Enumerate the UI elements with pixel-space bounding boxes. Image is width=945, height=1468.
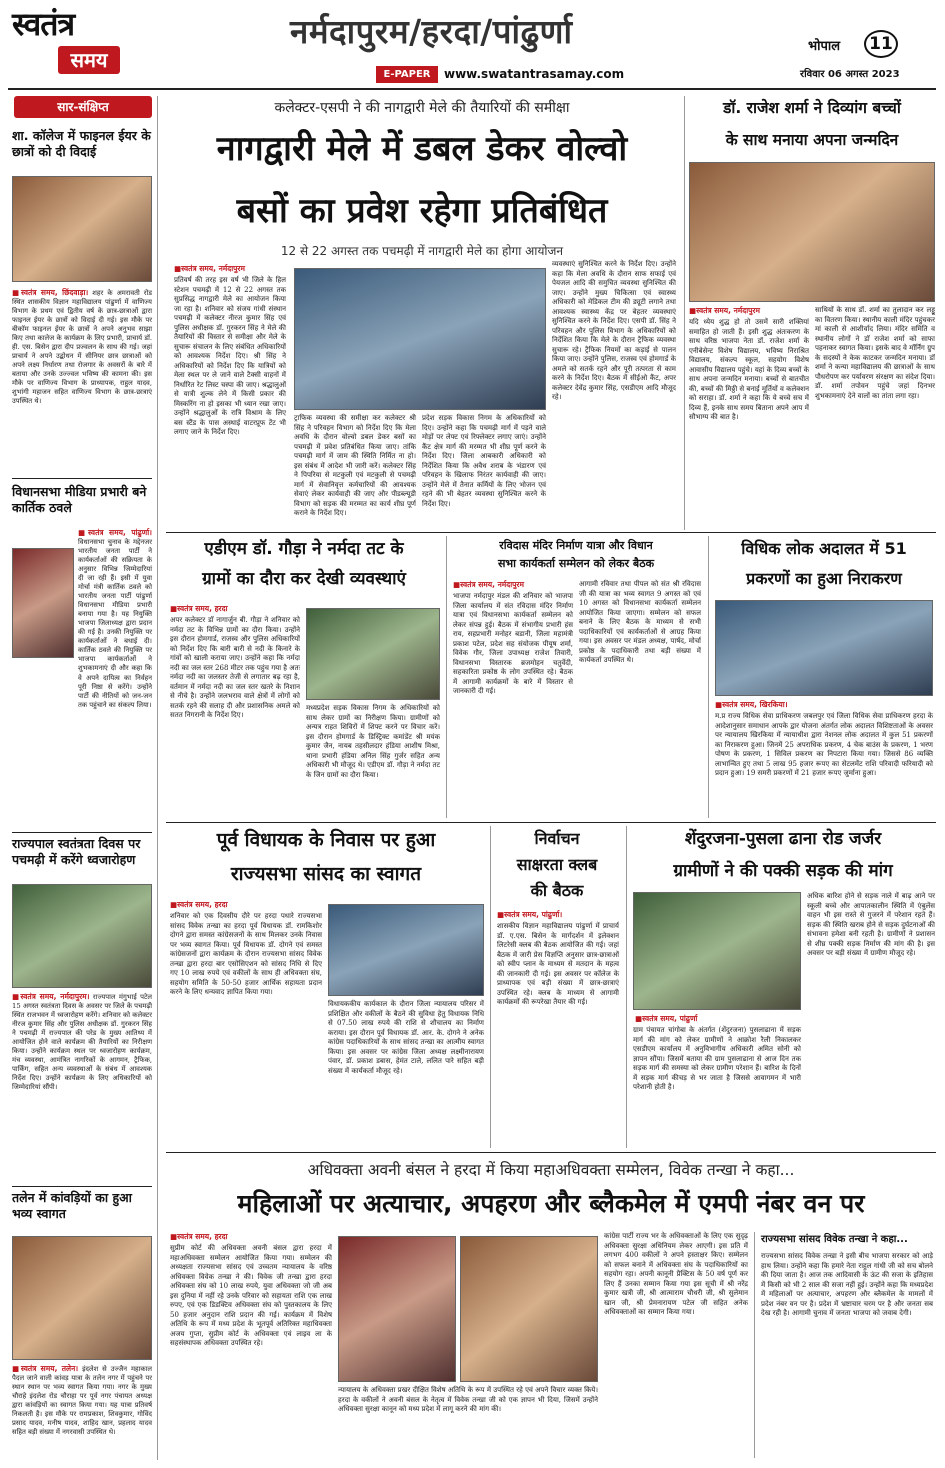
ravidas-col1: ■ स्वतंत्र समय, नर्मदापुरम भाजपा नर्मदापुर मंडल की शनिवार को भाजपा जिला कार्यालय में संत रविदास मंदिर निर्माण यात्रा एवं विधानसभा कार्यकर्ता सम्मेलन को लेकर संपन्न हुई। बैठक में संभागीय प्रभारी हंस राय, सहप्रभारी मनोहर बडानी, जिला महामंत्री प्रकाश पटेल, प्रदेश सह संयोजक पीयूष शर्मा, विवेक गौर, जिला उपाध्यक्ष राजेश तिवारी, विधानसभा विस्तारक ब्रजमोहन चतुर्वेदी, सहकारिता प्रकोष्ठ के लोग उपस्थित रहे। बैठक में आगामी कार्यक्रमों के बारे में विस्तार से जानकारी दी गई। — [453, 580, 573, 816]
river-inspection-photo — [306, 608, 440, 700]
portrait-photo — [12, 548, 74, 658]
bottom-story — [166, 1156, 936, 1460]
road-story — [626, 826, 936, 1148]
road-headline-line2: ग्रामीणों ने की पक्की सड़क की मांग — [673, 861, 893, 881]
conference-photo — [460, 1236, 598, 1382]
road-byline: ■ स्वतंत्र समय, पांढुर्णा — [635, 1014, 697, 1024]
sidebar-divider — [12, 832, 152, 833]
lead-col2: ट्राफिक व्यवस्था की समीक्षा कर कलेक्टर श्री सिंह ने परिवहन विभाग को निर्देश दिए कि मेला अवधि के दौरान वोल्वो डबल डेकर बसों का पचमढ़ी में प्रवेश प्रतिबंधित किया जाए। तांकि पचमढ़ी मार्ग में जाम की स्थिति निर्मित ना हो। इस संबंध में आदेश भी जारी करें। कलेक्टर सिंह ने पिपरिया से मटकुली एवं मटकुली से पचमढ़ी मार्ग में सेवानिवृत्त कर्मचारियों की आवश्यक सेवाएं लेकर कार्यवाही की जाए और पीडब्ल्यूडी विभाग को सड़क की मरम्मत का कार्य शीघ्र पूर्ण कराने के निर्देश दिए। — [294, 414, 416, 518]
bottom-byline: ■ स्वतंत्र समय, हरदा — [170, 1232, 332, 1242]
adm-col2: मध्यप्रदेश सड़क विकास निगम के अधिकारियों को साथ लेकर ग्रामों का निरीक्षण किया। ग्रामीणों को अन्यत्र राहत शिविरों में शिफ्ट करने पर विचार करें। इस दौरान होमगार्ड के डिस्ट्रिक्ट कमांडेंट श्री मयंक कुमार जैन, नायब तहसीलदार हंडिया आशीष मिश्रा, थाना प्रभारी हंडिया अनिल सिंह गुर्जर सहित अन्य अधिकारी भी मौजूद थे। एडीएम डॉ. गौड़ा ने नर्मदा तट के जिन ग्रामों का दौरा किया। — [306, 704, 440, 779]
epaper-label: E-PAPER — [376, 66, 438, 83]
former-mla-col2: विधायककीय कार्यकाल के दौरान जिला न्यायालय परिसर में प्रशिक्षित और वकीलों के बैठने की सुविधा हेतु विधायक निधि से 07.50 लाख रुपये की राशि से शौचालय का निर्माण कराया। इस दौरान पूर्व विधायक डॉ. आर. के. दोगने ने अनेक कांग्रेस पदाधिकारियों के साथ सांसद तन्खा का आत्मीय स्वागत किया। इस अवसर पर कांग्रेस जिला अध्यक्ष लक्ष्मीनारायण पंवार, डॉ. प्रकाश डबास, हेमंत टाले, ललित पारे सहित बड़ी संख्या में कार्यकर्ता मौजूद रहे। — [328, 1000, 484, 1075]
meeting-photo — [294, 268, 546, 410]
saksharta-story — [490, 826, 622, 1148]
lead-subhead: 12 से 22 अगस्त तक पचमढ़ी में नागद्वारी मेले का होगा आयोजन — [280, 244, 564, 258]
row3-divider — [166, 1152, 936, 1153]
bottom-col4-text: राज्यसभा सांसद विवेक तन्खा ने इसी बीच भाजपा सरकार को आड़े हाथ लिया। उन्होंने कहा कि हमारे नेता राहुल गांधी जी को सच बोलने की दिया जाता है। आज तक आदिवासी के ऊंट की सजा के इतिहास में किसी को भी 2 साल की सजा नहीं हुई। उन्होंने कहा कि मध्यप्रदेश में महिलाओं पर अत्याचार, अपहरण और ब्लैकमेल के मामलों में प्रदेश नंबर वन पर है। प्रदेश में भ्रष्टाचार चरम पर है और जनता सब देख रही है। आगामी चुनाव में जनता भाजपा को जवाब देगी। — [761, 1252, 933, 1318]
parade-photo — [12, 884, 152, 988]
divyang-headline-line2: के साथ मनाया अपना जन्मदिन — [725, 131, 899, 149]
row2-divider — [166, 822, 936, 823]
logo-line1: स्वतंत्र — [12, 5, 75, 43]
farewell-photo — [12, 176, 152, 282]
saksharta-headline-line1: निर्वाचन — [534, 829, 580, 848]
website-link[interactable]: www.swatantrasamay.com — [444, 67, 625, 81]
ravidas-col2: आगामी रविवार तथा पीपल को संत श्री रविदास जी की यात्रा का भव्य स्वागत 9 अगस्त को एवं 10 अगस्त को विधानसभा कार्यकर्ता सम्मेलन आयोजित किया जाएगा। सम्मेलन को सफल बनाने के लिए बैठक के माध्यम से सभी पदाधिकारियों एवं कार्यकर्ताओं से आग्रह किया गया। इस अवसर पर मंडल अध्यक्ष, पार्षद, मोर्चा प्रकोष्ठ के पदाधिकारी तथा बड़ी संख्या में कार्यकर्ता उपस्थित थे। — [579, 580, 701, 665]
adm-col1: ■ स्वतंत्र समय, हरदा अपर कलेक्टर डॉ नागार्जुन बी. गौड़ा ने शनिवार को नर्मदा तट के विभिन्न ग्रामों का दौरा किया। उन्होंने इस दौरान होमगार्ड, राजस्व और पुलिस अधिकारियों को निर्देश दिए कि बारी बारी से नदी के किनारे के गांवों को खाली कराया जाए। उन्होंने कहा कि नर्मदा नदी का जल स्तर 268 मीटर तक पहुंच गया है अतः नर्मदा नदी का जलस्तर तेजी से लगातार बढ़ रहा है, वर्तमान में नर्मदा नदी का जल स्तर खतरे के निशान से नीचे है। उन्होंने जलभराव वाले क्षेत्रों में लोगों को सतर्क रहने की सलाह दी और प्रशासनिक अमले को सतत निगरानी के निर्देश दिए। — [170, 604, 300, 816]
sidebar-item-text: ■ स्वतंत्र समय, नर्मदापुरम। राज्यपाल मंगुभाई पटेल 15 अगस्त स्वतंत्रता दिवस के अवसर पर जिले के पचमढ़ी स्थित राजभवन में ध्वजारोहण करेंगे। शनिवार को कलेक्टर नीरज कुमार सिंह और पुलिस अधीक्षक डॉ. गुरकरन सिंह ने पचमढ़ी में राज्यपाल की परेड के मुख्य आतिथ्य में आयोजित होने वाले कार्यक्रम की तैयारियों का निरीक्षण किया। उन्होंने कार्यक्रम स्थल पर ध्वजारोहण कार्यक्रम, मंच व्यवस्था, आमंत्रित नागरिकों के आगमन, ट्रैफिक, पार्किंग, सहित अन्य व्यवस्थाओं के संबंध में आवश्यक निर्देश दिए। उन्होंने कार्यक्रम के लिए अधिकारियों को जिम्मेदारियां सौंपी। — [12, 992, 152, 1178]
welcome-photo — [328, 904, 484, 996]
divyang-col2: साथियों के साथ डॉ. शर्मा का तुलादान कर लड्डू का वितरण किया। स्थानीय काली मंदिर पहुंचकर मां काली से आशीर्वाद लिया। मंदिर समिति व स्थानीय लोगों ने डॉ राजेश शर्मा को साफा पहनाकर स्वागत किया। इसके बाद वे मॉर्निंग ग्रुप के सदस्यों ने केक काटकर जन्मदिन मनाया। डॉ शर्मा ने कन्या महाविद्यालय की छात्राओं के साथ पौधरोपण कर पर्यावरण संरक्षण का संदेश दिया। डॉ. शर्मा तपोवन पहुंचे जहां दिनभर शुभकामनाएं देने वालों का तांता लगा रहा। — [815, 306, 935, 400]
bottom-col4-box — [754, 1232, 934, 1458]
divyang-story — [684, 96, 936, 530]
former-mla-story — [166, 826, 486, 1148]
bottom-headline: महिलाओं पर अत्याचार, अपहरण और ब्लैकमेल में एमपी नंबर वन पर — [237, 1189, 865, 1218]
issue-date: रविवार 06 अगस्त 2023 — [800, 69, 900, 80]
bottom-col2: न्यायालय के अधिवक्ता प्रखर दीक्षित विशेष अतिथि के रूप में उपस्थित रहे एवं अपने विचार व्यक्त किये। हरदा के वकीलों ने अवनी बंसल के नेतृत्व में विवेक तन्खा जी को एक ज्ञापन भी दिया, जिसमें उन्होंने अधिवक्ता सुरक्षा कानून को मध्य प्रदेश में लागू करने की मांग की। — [338, 1386, 598, 1414]
page-info — [800, 30, 932, 84]
adm-story — [166, 536, 442, 818]
former-mla-byline: ■ स्वतंत्र समय, हरदा — [170, 900, 322, 910]
sidebar-item-title: राज्यपाल स्वतंत्रता दिवस पर पचमढ़ी में करेंगे ध्वजारोहण — [12, 836, 141, 867]
adm-headline-line1: एडीएम डॉ. गौड़ा ने नर्मदा तट के — [204, 539, 404, 559]
ravidas-byline: ■ स्वतंत्र समय, नर्मदापुरम — [453, 580, 573, 590]
sidebar-item-title: शा. कॉलेज में फाइनल ईयर के छात्रों को दी विदाई — [12, 128, 151, 159]
bottom-col1: ■ स्वतंत्र समय, हरदा सुप्रीम कोर्ट की अधिवक्ता अवनी बंसल द्वारा हरदा में महाअधिवक्ता सम्मेलन आयोजित किया गया। सम्मेलन की अध्यक्षता राज्यसभा सांसद एवं उच्चतम न्यायालय के वरिष्ठ अधिवक्ता विवेक तन्खा ने की। विवेक जी तन्खा द्वारा हरदा अधिवक्ता संघ को 10 लाख रुपये, युवा अधिवक्ता जो जी अब इस दुनिया में नहीं रहे उनके परिवार को सहायता राशि एक लाख रुपए, एवं एक डिडक्टिव अधिवक्ता संघ को पुस्तकालय के लिए 50 हजार अनुदान राशि प्रदान की गई। कार्यक्रम में विशेष अतिथि के रूप में मध्य प्रदेश के भूतपूर्व अतिरिक्त महाधिवक्ता अजय गुप्ता, सुप्रीम कोर्ट के अधिवक्ता एवं लाइव ला के सहसंस्थापक अधिवक्ता उपस्थित रहे। — [170, 1232, 332, 1458]
children-photo — [689, 162, 935, 302]
sidebar-item-title: तलेन में कांवड़ियों का हुआ भव्य स्वागत — [12, 1190, 132, 1221]
sidebar-item-text: ■ स्वतंत्र समय, पांढुर्णा। विधानसभा चुनाव के मद्देनजर भारतीय जनता पार्टी ने कार्यकर्ताओं की सक्रियता के अनुसार विभिन्न जिम्मेदारियां दी जा रही हैं। इसी में युवा मोर्चा मंत्री कार्तिक ठवले को भारतीय जनता पार्टी पांढुर्णा विधानसभा मीडिया प्रभारी बनाया गया है। यह नियुक्ति भाजपा जिलाध्यक्ष द्वारा प्रदान की गई है। उनकी नियुक्ति पर कार्यकर्ताओं ने बधाई दी। कार्तिक ठवले की नियुक्ति पर भाजपा कार्यकर्ताओं ने शुभकामनाएं दी और कहा कि वे अपने दायित्व का निर्वहन पूरी निष्ठा से करेंगे। उन्होंने पार्टी की नीतियों को जन-जन तक पहुंचाने का संकल्प लिया। — [78, 528, 152, 664]
row1-divider — [166, 532, 936, 533]
lead-col4: व्यवस्थाएं सुनिश्चित करने के निर्देश दिए। उन्होंने कहा कि मेला अवधि के दौरान साफ सफाई एवं पेयजल आदि की समुचित व्यवस्था सुनिश्चित की जाए। उन्होंने मुख्य चिकित्सा एवं स्वास्थ्य अधिकारी को मेडिकल टीम की ड्यूटी लगाने तथा आवश्यक स्वास्थ्य केंद्र पर बेहतर व्यवस्थाएं सुनिश्चित करने के निर्देश दिए। एसपी डॉ. सिंह ने परिवहन और पुलिस विभाग के अधिकारियों को निर्देशित किया कि मेले के दौरान ट्रैफिक व्यवस्था सुचारू रहे। ट्रैफिक नियमों का कड़ाई से पालन किया जाए। उन्होंने पुलिस, राजस्व एवं होमगार्ड के अमले को सतर्क रहने और पूरी तत्परता से काम करने के निर्देश दिए। बैठक में सीईओ कैंट, अपर कलेक्टर देवेंद्र कुमार सिंह, एसडीएम आदि मौजूद रहे। — [552, 260, 676, 402]
former-mla-headline-line1: पूर्व विधायक के निवास पर हुआ — [216, 829, 436, 851]
lead-headline-line2: बसों का प्रवेश रहेगा प्रतिबंधित — [236, 191, 608, 231]
page-number: 11 — [864, 30, 898, 58]
divyang-headline-line1: डॉ. राजेश शर्मा ने दिव्यांग बच्चों — [723, 99, 901, 117]
sidebar-item-text: ■ स्वतंत्र समय, छिंदवाड़ा। शहर के अमरावती रोड स्थित शासकीय विज्ञान महाविद्यालय पांढुर्णा में वाणिज्य विभाग के प्रथम एवं द्वितीय वर्ष के छात्र-छात्राओं द्वारा फाइनल ईयर के छात्रों को विदाई दी गई। इस मौके पर बीकॉम फाइनल ईयर के छात्रों ने अपने अनुभव साझा किए तथा कालेज के कार्यक्रम के लिए प्रभारी, प्राचार्य डॉ. ही. एस. बिसेन द्वारा दीप प्रज्वलन के साथ की गई। जहां प्राचार्य ने अपने उद्बोधन में सीनियर छात्र छात्राओं को अपने लक्ष्य निर्धारण तथा रोजगार के अवसरों के बारे में बताया और उनके उज्ज्वल भविष्य की कामना की। इस मौके पर वाणिज्य विभाग के प्राध्यापक, राहुल यादव, शुभांगी महाजन सहित वाणिज्य विभाग के छात्र-छात्राएं उपस्थित थे। — [12, 288, 152, 474]
sidebar-divider — [12, 478, 152, 479]
saksharta-headline-line3: की बैठक — [530, 881, 584, 900]
sidebar-item-text: ■ स्वतंत्र समय, तलेन। इंदलेश से उज्जैन महाकाल पैदल जाने वाली कांवड़ यात्रा के तलेन नगर में पहुंचने पर स्थान स्थान पर भव्य स्वागत किया गया। नगर के मुख्य चौराहे इंदलेश रोड चौराहा पर पूर्व नगर पंचायत अध्यक्ष द्वारा कांवड़ियों का स्वागत किया गया। यह यात्रा प्रतिवर्ष निकलती है। इस मौके पर रामप्रकाश, शिवकुमार, गोविंद प्रसाद यादव, मनीष यादव, शाहिद खान, प्रहलाद यादव सहित बड़ी संख्या में नगरवासी उपस्थित थे। — [12, 1364, 152, 1458]
divyang-col1: ■ स्वतंत्र समय, नर्मदापुरम यदि ध्येय शुद्ध हो तो उसमें सारी शक्तियां समाहित हो जाती हैं। इसी शुद्ध अंतःकरण के साथ वरिष्ठ भाजपा नेता डॉ. राजेश शर्मा के एनीबेसेन्ट विशेष विद्यालय, भविष्य निराश्रित विद्यालय, संकल्प स्कूल, सहयोग विशेष आवासीय विद्यालय पहुंचे। यहां के दिव्य बच्चों के साथ अपना जन्मदिन मनाया। बच्चों से बातचीत की, बच्चों की मिठ्ठी से बनाई मूर्तियों व कलेक्शन को सराहा। डॉ. शर्मा ने कहा कि ये बच्चे सच में दिव्य हैं, इनके साथ समय बिताना अपने आप में सौभाग्य की बात है। — [689, 306, 809, 528]
masthead — [0, 0, 945, 92]
lead-col3: प्रदेश सड़क विकास निगम के अधिकारियों को दिए। उन्होंने कहा कि पचमढ़ी मार्ग में पड़ने वाले मोड़ों पर लेफ्ट एवं रिफ्लेक्टर लगाए जाएं। उन्होंने कैंट क्षेत्र मार्ग की मरम्मत भी शीघ्र पूर्ण करने के निर्देश दिए। जिला आबकारी अधिकारी को निर्देशित किया कि अवैध शराब के भंडारण एवं परिवहन के खिलाफ निरंतर कार्यवाही की जाए। उन्होंने मेले में तैनात कर्मियों के लिए भोजन एवं रहने की भी बेहतर व्यवस्था सुनिश्चित करने के निर्देश दिए। — [422, 414, 546, 508]
logo — [12, 5, 122, 80]
saksharta-byline: ■ स्वतंत्र समय, पांढुर्णा। — [497, 910, 619, 920]
sidebar — [8, 96, 158, 1460]
edition-title: नर्मदापुरम/हरदा/पांढुर्णा — [290, 12, 573, 51]
city-label: भोपाल — [808, 39, 841, 54]
lead-story — [166, 96, 678, 530]
ravidas-headline-line2: सभा कार्यकर्ता सम्मेलन को लेकर बैठक — [497, 557, 655, 570]
former-mla-headline-line2: राज्यसभा सांसद का स्वागत — [230, 863, 422, 885]
lead-headline-line1: नागद्वारी मेले में डबल डेकर वोल्वो — [216, 129, 628, 169]
speaker-photo — [338, 1236, 456, 1382]
bottom-col4-title: राज्यसभा सांसद विवेक तन्खा ने कहा... — [761, 1234, 908, 1245]
lokadalat-story — [708, 536, 936, 818]
kanwar-photo — [12, 1236, 152, 1360]
sidebar-divider — [12, 1186, 152, 1187]
road-col1: ग्राम पंचायत चांगोबा के अंतर्गत (शेंदुरजना) पुसलाढाना में सड़क मार्ग की मांग को लेकर ग्रामीणों ने आक्रोश रैली निकालकर एसडीएम कार्यालय में अनुविभागीय अधिकारी अमित सोनी को ज्ञापन सौंपा। जिसमें बताया की ग्राम पुसलाढाना से आज दिन तक सड़क मार्ग की समस्या को लेकर ग्रामीण परेशान हैं। बारिश के दिनों में सड़क मार्ग कीचड़ से भर जाता है जिससे आवागमन में भारी परेशानी होती है। — [633, 1026, 801, 1092]
bottom-kicker: अधिवक्ता अवनी बंसल ने हरदा में किया महाअधिवक्ता सम्मेलन, विवेक तन्खा ने कहा... — [307, 1161, 795, 1179]
lead-kicker: कलेक्टर-एसपी ने की नागद्वारी मेले की तैयारियों की समीक्षा — [274, 100, 570, 116]
masthead-divider — [8, 88, 936, 90]
saksharta-text: ■ स्वतंत्र समय, पांढुर्णा। शासकीय विज्ञान महाविद्यालय पांढुर्णा में प्राचार्य डॉ. ए.एस. बिसेन के मार्गदर्शन में इलेक्शन लिटरेसी क्लब की बैठक आयोजित की गई। जहां बैठक में जारी प्रेस विज्ञप्ति अनुसार छात्र-छात्राओं को स्वीप प्लान के माध्यम से मतदान के महत्व की जानकारी दी गई। इस अवसर पर कॉलेज के प्राध्यापक एवं बड़ी संख्या में छात्र-छात्राएं उपस्थित रहे। क्लब के माध्यम से आगामी कार्यक्रमों की रूपरेखा तैयार की गई। — [497, 910, 619, 1146]
ravidas-headline-line1: रविदास मंदिर निर्माण यात्रा और विधान — [499, 539, 653, 552]
epaper-bar — [376, 66, 776, 83]
villagers-photo — [633, 892, 801, 1010]
lead-byline: ■ स्वतंत्र समय, नर्मदापुरम — [174, 264, 286, 274]
lokadalat-headline-line1: विधिक लोक अदालत में 51 — [741, 539, 907, 558]
court-photo — [715, 600, 933, 696]
lokadalat-headline-line2: प्रकरणों का हुआ निराकरण — [746, 569, 902, 588]
sidebar-item-byline: ■ स्वतंत्र समय, नर्मदापुरम। — [12, 992, 90, 1001]
ravidas-story — [446, 536, 704, 818]
lokadalat-text: ■ स्वतंत्र समय, खिरकिया। म.प्र राज्य विधिक सेवा प्राधिकरण जबलपुर एवं जिला विधिक सेवा प्राधिकरण हरदा के आदेशानुसार समाधान आपके द्वार योजना अंतर्गत लोक अदालत विशिष्टताओं के अवसर पर न्यायालय खिरकिया में न्यायाधीश द्वारा नेशनल लोक अदालत में कुल 51 प्रकरणों का निराकरण हुआ। जिनमें 25 अपराधिक प्रकरण, 4 चेक बाउंस के प्रकरण, 1 भरण पोषण के प्रकरण, 1 सिविल प्रकरण का निपटारा किया गया। जिससे 86 व्यक्ति लाभान्वित हुए तथा 5 लाख 95 हजार रूपए का सेटलमेंट राशि परिवादी फरियादी को प्रदान हुआ। 19 समरी प्रकरणों में 21 हजार रूपए जुर्माना हुआ। — [715, 700, 933, 816]
adm-byline: ■ स्वतंत्र समय, हरदा — [170, 604, 300, 614]
sidebar-item-title: विधानसभा मीडिया प्रभारी बने कार्तिक ठवले — [12, 484, 147, 515]
lead-col1: ■ स्वतंत्र समय, नर्मदापुरम प्रतिवर्ष की तरह इस वर्ष भी जिले के हिल स्टेशन पचमढ़ी में 12 से 22 अगस्त तक सुप्रसिद्ध नागद्वारी मेले का आयोजन किया जा रहा है। शनिवार को संजय गांधी संस्थान पचमढ़ी में कलेक्टर नीरज कुमार सिंह एवं पुलिस अधीक्षक डॉ. गुरकरन सिंह ने मेले की तैयारियों की विस्तार से समीक्षा और मेले के सुचारू संचालन के लिए संबंधित अधिकारियों को आवश्यक निर्देश दिए। श्री सिंह ने अधिकारियों को निर्देश दिए कि यात्रियों को मेला स्थल पर ले जाने वाले टैक्सी वाहनों में निर्धारित रेट लिस्ट चस्पा की जाए। श्रद्धालुओं से यात्री शुल्क लेने में किसी प्रकार की मिस्करिंग ना हो इसका भी ध्यान रखा जाए। उन्होंने श्रद्धालुओं के रात्रि विश्राम के लिए बस स्टैंड के पास अस्थाई वाटरप्रूफ टेंट भी लगाए जाने के निर्देश दिए। — [174, 264, 286, 526]
lokadalat-byline: ■ स्वतंत्र समय, खिरकिया। — [715, 700, 933, 710]
sidebar-item-byline: ■ स्वतंत्र समय, तलेन। — [12, 1364, 78, 1373]
sidebar-header: सार-संक्षिप्त — [14, 96, 152, 118]
logo-line2: समय — [58, 46, 120, 74]
sidebar-item-byline: ■ स्वतंत्र समय, छिंदवाड़ा। — [12, 288, 88, 297]
adm-headline-line2: ग्रामों का दौरा कर देखी व्यवस्थाएं — [202, 569, 406, 589]
road-col2: अधिक बारिश होने से सड़क नाले में बाढ़ आने पर स्कूली बच्चे और आपातकालीन स्थिति में एंबुलेंस वाहन भी इस रास्ते से गुजरने में परेशान रहते हैं। सड़क की स्थिति खराब होने से सड़क दुर्घटनाओं की संभावना हमेशा बनी रहती है। ग्रामीणों ने प्रशासन से शीघ्र पक्की सड़क निर्माण की मांग की है। इस अवसर पर बड़ी संख्या में ग्रामीण मौजूद रहे। — [807, 892, 935, 958]
saksharta-headline-line2: साक्षरता क्लब — [516, 855, 598, 874]
sidebar-item-byline: ■ स्वतंत्र समय, पांढुर्णा। — [78, 528, 152, 537]
bottom-col3: कांग्रेस पार्टी राज्य भर के अधिवक्ताओं के लिए एक सुदृढ़ अधिवक्ता सुरक्षा अधिनियम लेकर आएगी। इस प्रति में लगभग 400 वकीलों ने अपने हस्ताक्षर किए। सम्मेलन को सफल बनाने में अधिवक्ता संघ के पदाधिकारियों का सहयोग रहा। अपनी कानूनी प्रैक्टिस के 50 वर्ष पूर्ण कर लिए हैं उनका सम्मान किया गया इस सूची में श्री नरेंद्र कुमार खत्री जी, श्री आत्माराम चौधरी जी, श्री सुलेमान खान जी, श्री प्रेमनारायण पटेल जी सहित अनेक अधिवक्ताओं का सम्मान किया गया। — [604, 1232, 748, 1317]
road-headline-line1: शेंदुरजना-पुसला ढाना रोड जर्जर — [684, 829, 882, 849]
former-mla-col1: ■ स्वतंत्र समय, हरदा शनिवार को एक दिवसीय दौरे पर हरदा पधारे राज्यसभा सांसद विवेक तन्खा का हरदा पूर्व विधायक डॉ. रामकिशोर दोगने द्वारा समस्त कांग्रेसजनों के साथ मिलकर उनके निवास पर भव्य स्वागत किया। पूर्व विधायक डॉ. दोगने एवं समस्त कांग्रेसजनों द्वारा कार्यक्रम के दौरान राज्यसभा सांसद विवेक तन्खा द्वारा हरदा बार एसोसिएशन को सांसद निधि से दिए गए 10 लाख रुपये एवं वकीलों के साथ ही अधिवक्ता संघ, सहयोग समिति के 50-50 हजार आर्थिक सहायता प्रदान करने के लिए धन्यवाद ज्ञापित किया गया। — [170, 900, 322, 1146]
divyang-byline: ■ स्वतंत्र समय, नर्मदापुरम — [689, 306, 809, 316]
